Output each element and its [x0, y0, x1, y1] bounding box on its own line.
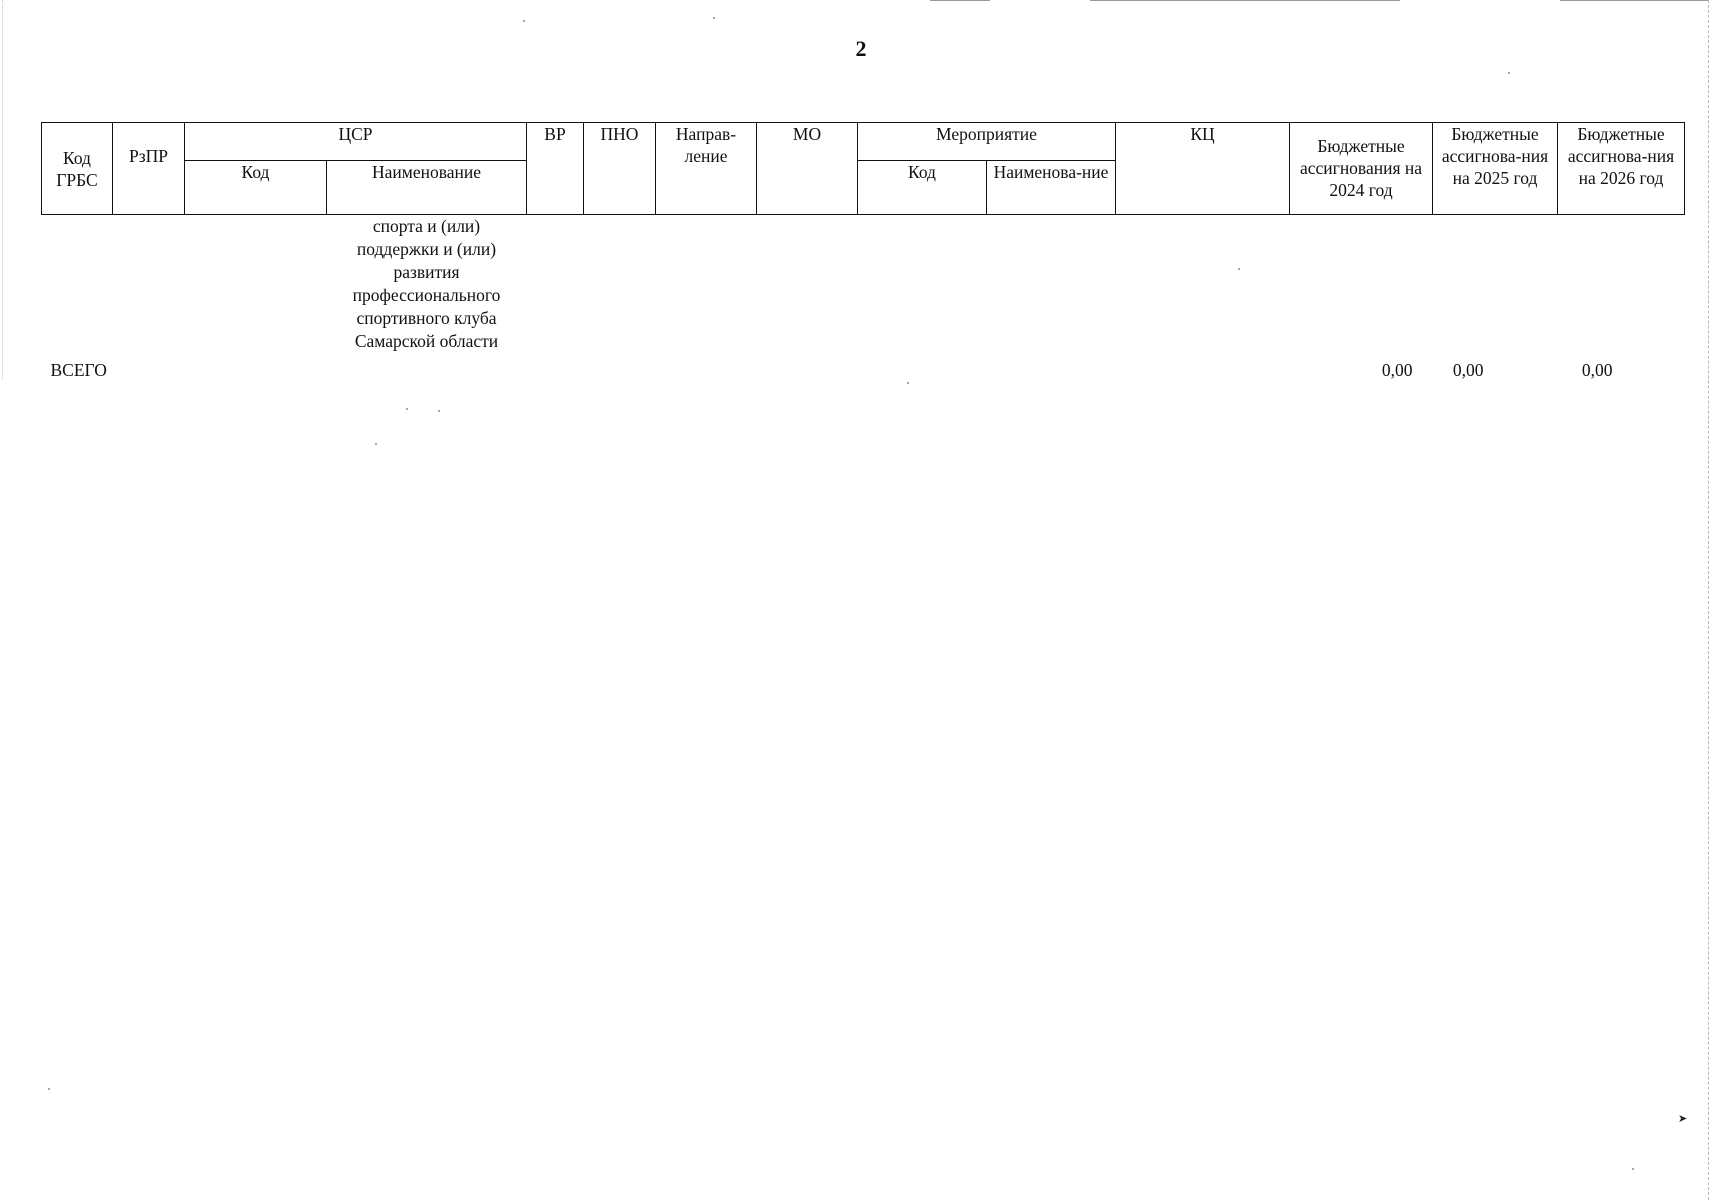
total-budget-2024: 0,00 [1381, 360, 1413, 380]
header-rzpr: РзПР [113, 123, 185, 215]
page-number: 2 [855, 36, 867, 61]
scan-speck [438, 410, 440, 412]
header-mer-kod: Код [858, 161, 987, 215]
header-pno: ПНО [584, 123, 656, 215]
scan-top-rule [1560, 0, 1708, 2]
name-line: развития [393, 262, 460, 282]
table-row [42, 215, 1685, 354]
total-budget-2025: 0,00 [1452, 360, 1484, 380]
name-line: спортивного клуба [356, 308, 497, 328]
scan-speck [523, 20, 525, 22]
scan-speck [713, 17, 715, 19]
header-csr: ЦСР [185, 123, 527, 161]
scan-speck [907, 382, 909, 384]
header-mo: МО [757, 123, 858, 215]
name-line: спорта и (или) [372, 216, 481, 236]
header-kod-grbs: Код ГРБС [42, 123, 113, 215]
total-budget-2026: 0,00 [1581, 360, 1613, 380]
header-budget-2026: Бюджетные ассигнова-ния на 2026 год [1558, 123, 1685, 215]
scan-speck [375, 443, 377, 445]
header-napravlenie: Направ-ление [656, 123, 757, 215]
budget-table [41, 122, 1685, 381]
header-budget-2025: Бюджетные ассигнова-ния на 2025 год [1433, 123, 1558, 215]
scan-speck [406, 408, 408, 410]
header-kc: КЦ [1116, 123, 1290, 215]
header-meropriyatie: Мероприятие [858, 123, 1116, 161]
total-label: ВСЕГО [50, 360, 107, 380]
name-line: Самарской области [354, 331, 499, 351]
header-budget-2024: Бюджетные ассигнования на 2024 год [1290, 123, 1433, 215]
name-line: поддержки и (или) [356, 239, 497, 259]
scan-edge-line [1708, 0, 1710, 1200]
scan-arrow-mark: ➤ [1678, 1113, 1688, 1125]
scan-speck [1508, 72, 1510, 74]
scan-speck [1632, 1168, 1634, 1170]
header-mer-name: Наименова-ние [987, 161, 1116, 215]
name-line: профессионального [352, 285, 501, 305]
csr-name-continued [327, 215, 527, 354]
scan-top-rule [1090, 0, 1400, 2]
scan-speck [48, 1088, 50, 1090]
scan-top-rule [930, 0, 990, 2]
header-vr: ВР [527, 123, 584, 215]
total-row [42, 353, 1685, 381]
header-csr-kod: Код [185, 161, 327, 215]
header-csr-name: Наименование [327, 161, 527, 215]
